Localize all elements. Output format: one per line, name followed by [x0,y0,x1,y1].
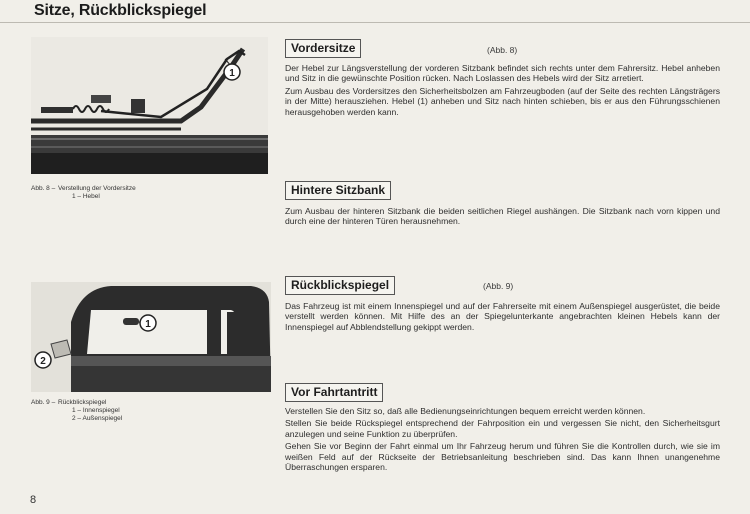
section-heading-vordersitze: Vordersitze [285,39,361,58]
section-body-rueckblickspiegel [285,301,720,334]
caption-line: 1 – Hebel [72,193,100,200]
callout-label-1: 1 [229,68,235,79]
section-heading-hintere-sitzbank: Hintere Sitzbank [285,181,391,200]
figure-reference: (Abb. 8) [487,45,518,55]
seat-adjustment-illustration [31,37,268,174]
caption-number: Abb. 8 – [31,185,56,192]
page-title: Sitze, Rückblickspiegel [34,2,207,19]
page-number: 8 [30,494,37,506]
paragraph: Stellen Sie beide Rückspiegel entsprechend der Fahrposition ein und vergessen Sie nicht, den Sicherheitsgurt anzulegen und seine Funktion zu überprüfen. [285,418,720,439]
paragraph: Gehen Sie vor Beginn der Fahrt einmal um Ihr Fahrzeug herum und führen Sie die Kontrollen durch, wie sie im weißen Feld auf der Rückseite der Betriebsanleitung beschrieben sind. Das kann Ihnen unangenehme Überraschungen ersparen. [285,441,720,473]
paragraph: Zum Ausbau der hinteren Sitzbank die beiden seitlichen Riegel aushängen. Die Sitzbank nach vorn kippen und durch eine der hinteren Türen herausnehmen. [285,206,720,227]
section-body-vor-fahrtantritt [285,406,720,474]
figure-rear-view-mirrors [31,282,271,392]
section-body-hintere-sitzbank [285,206,720,229]
mirrors-illustration [31,282,271,392]
figure-reference: (Abb. 9) [483,281,514,291]
figure-9-caption [31,399,211,427]
caption-number: Abb. 9 – [31,399,56,406]
paragraph: Der Hebel zur Längsverstellung der vorderen Sitzbank befindet sich rechts unter dem Fahrersitz. Hebel anheben und Sitz in die gewünschte Position rücken. Nach Loslassen des Hebels wird der Sitz arretiert. [285,63,720,84]
paragraph: Zum Ausbau des Vordersitzes den Sicherheitsbolzen am Fahrzeugboden (auf der Seite des rechten Längsträgers in der Mitte) herausziehen. Hebel (1) anheben und Sitz nach hinten schieben, bis er aus den Führungsschienen herausgehoben werden kann. [285,85,720,117]
paragraph: Das Fahrzeug ist mit einem Innenspiegel und auf der Fahrerseite mit einem Außenspiegel ausgerüstet, die beide verstellt werden können. Mit Hilfe des an der Spiegelunterkante angebrachten kleinen Hebels kann der Innenspiegel auf Abblendstellung gekippt werden. [285,301,720,332]
section-heading-rueckblickspiegel: Rückblickspiegel [285,276,395,295]
callout-label-2: 2 [40,356,46,367]
caption-line: 1 – Innenspiegel [72,407,120,414]
section-body-vordersitze [285,63,720,119]
title-rule [0,22,750,23]
figure-seat-adjustment [31,37,268,174]
caption-line: Rückblickspiegel [58,399,107,406]
callout-label-1: 1 [145,319,151,330]
figure-8-caption [31,185,211,205]
section-heading-vor-fahrtantritt: Vor Fahrtantritt [285,383,383,402]
caption-line: 2 – Außenspiegel [72,415,123,422]
paragraph: Verstellen Sie den Sitz so, daß alle Bedienungseinrichtungen bequem erreicht werden können. [285,406,646,416]
caption-line: Verstellung der Vordersitze [58,185,136,192]
